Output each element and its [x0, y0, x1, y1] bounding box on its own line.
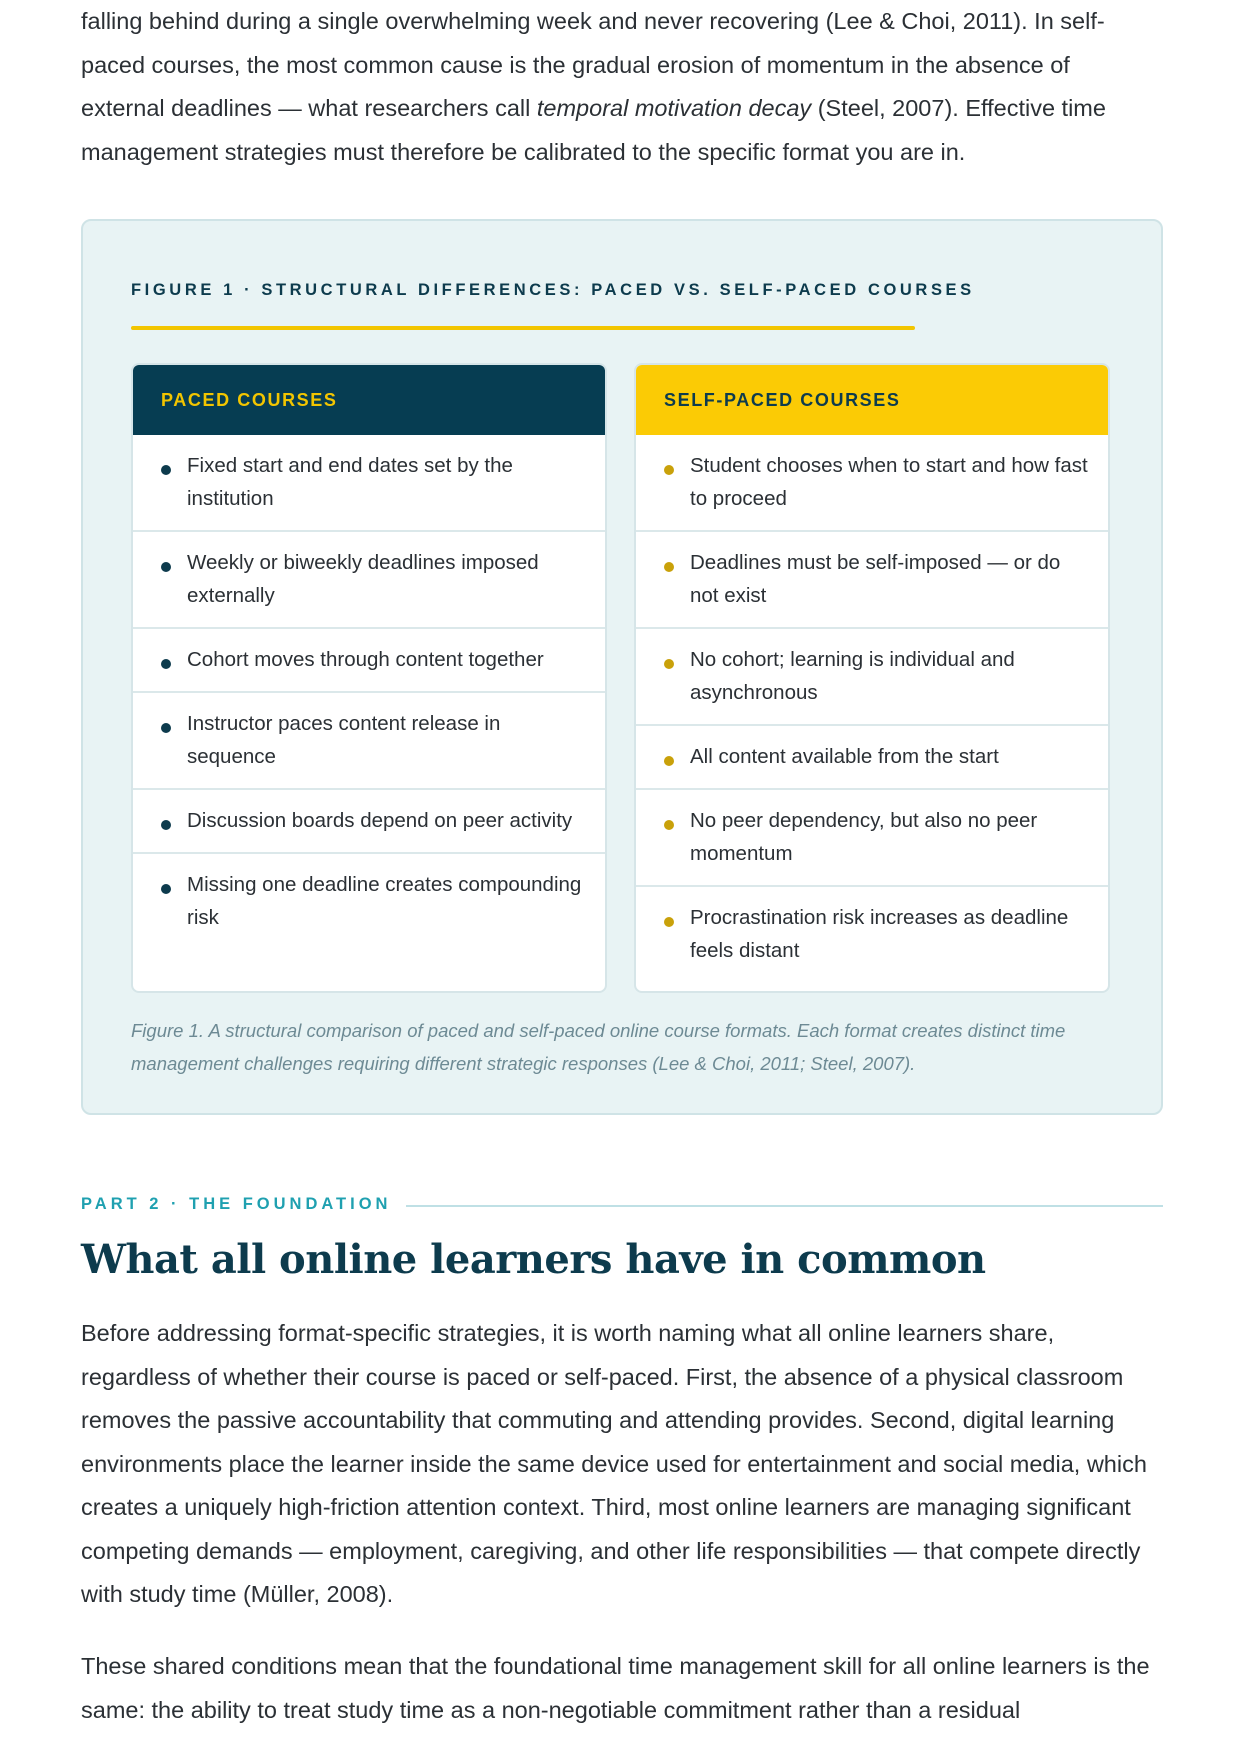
figure-title: FIGURE 1 · STRUCTURAL DIFFERENCES: PACED VS. SELF-PACED COURSES — [131, 281, 975, 299]
list-item — [636, 629, 1108, 726]
list-item-text: Discussion boards depend on peer activity — [187, 809, 573, 832]
list-item-text: No peer dependency, but also no peer momentum — [690, 809, 1038, 865]
list-item — [133, 629, 605, 693]
bullet-icon — [664, 659, 674, 669]
bullet-icon — [161, 659, 171, 669]
part-divider — [406, 1205, 1163, 1207]
list-item-text: Instructor paces content release in sequence — [187, 712, 501, 768]
list-item-text: No cohort; learning is individual and asynchronous — [690, 648, 1015, 704]
intro-text: (Steel, 2007). Effective time — [811, 95, 1106, 121]
intro-paragraph — [81, 0, 1163, 174]
body-paragraph: Before addressing format-specific strategies, it is worth naming what all online learners share, regardless of whether their course is paced or self-paced. First, the absence of a physical classroom removes the passive accountability that commuting and attending provides. Second, digital learning environments place the learner inside the same device used for entertainment and social media, which creates a uniquely high-friction attention context. Third, most online learners are managing significant competing demands — employment, caregiving, and other life responsibilities — that compete directly with study time (Müller, 2008). — [81, 1320, 1147, 1607]
list-item-text: All content available from the start — [690, 745, 999, 768]
intro-line: management strategies must therefore be calibrated to the specific format you are in. — [81, 138, 966, 165]
bullet-icon — [161, 723, 171, 733]
intro-line: paced courses, the most common cause is the gradual erosion of momentum in the absence of — [81, 51, 1070, 78]
list-item-text: Procrastination risk increases as deadline feels distant — [690, 906, 1069, 962]
list-item — [636, 790, 1108, 887]
intro-line: falling behind during a single overwhelming week and never recovering (Lee & Choi, 2011). In self- — [81, 8, 1105, 34]
intro-emphasis: temporal motivation decay — [536, 95, 812, 121]
figure-caption: Figure 1. A structural comparison of paced and self-paced online course formats. Each format creates distinct time management challenges requiring different strategic responses (Lee & Choi, 2011; Steel, 2007). — [131, 1020, 1066, 1074]
bullet-icon — [161, 465, 171, 475]
section-heading: What all online learners have in common — [81, 1236, 986, 1283]
bullet-icon — [161, 562, 171, 572]
body-paragraph: These shared conditions mean that the foundational time management skill for all online learners is the same: the ability to treat study time as a non-negotiable commitment rather than a residual — [81, 1653, 1150, 1723]
list-item — [133, 693, 605, 790]
bullet-icon — [161, 884, 171, 894]
bullet-icon — [664, 820, 674, 830]
list-item — [636, 435, 1108, 532]
paced-courses-column — [131, 363, 607, 993]
bullet-icon — [161, 820, 171, 830]
self-paced-courses-heading: SELF-PACED COURSES — [636, 365, 1108, 435]
bullet-icon — [664, 756, 674, 766]
figure-title-underline — [131, 326, 915, 330]
bullet-icon — [664, 917, 674, 927]
list-item-text: Cohort moves through content together — [187, 648, 544, 671]
list-item-text: Weekly or biweekly deadlines imposed externally — [187, 551, 539, 607]
list-item-text: Deadlines must be self-imposed — or do not exist — [690, 551, 1061, 607]
intro-text: external deadlines — what researchers call — [81, 95, 537, 121]
list-item — [133, 854, 605, 949]
paced-courses-heading: PACED COURSES — [133, 365, 605, 435]
list-item — [636, 887, 1108, 982]
intro-line — [81, 87, 1163, 131]
part-label: PART 2 · THE FOUNDATION — [81, 1195, 392, 1213]
list-item — [636, 726, 1108, 790]
self-paced-courses-column — [634, 363, 1110, 993]
list-item — [133, 790, 605, 854]
list-item-text: Student chooses when to start and how fast to proceed — [690, 454, 1088, 510]
list-item-text: Missing one deadline creates compounding risk — [187, 873, 582, 929]
list-item-text: Fixed start and end dates set by the institution — [187, 454, 513, 510]
figure-1 — [81, 219, 1163, 1115]
bullet-icon — [664, 465, 674, 475]
list-item — [636, 532, 1108, 629]
bullet-icon — [664, 562, 674, 572]
list-item — [133, 532, 605, 629]
list-item — [133, 435, 605, 532]
